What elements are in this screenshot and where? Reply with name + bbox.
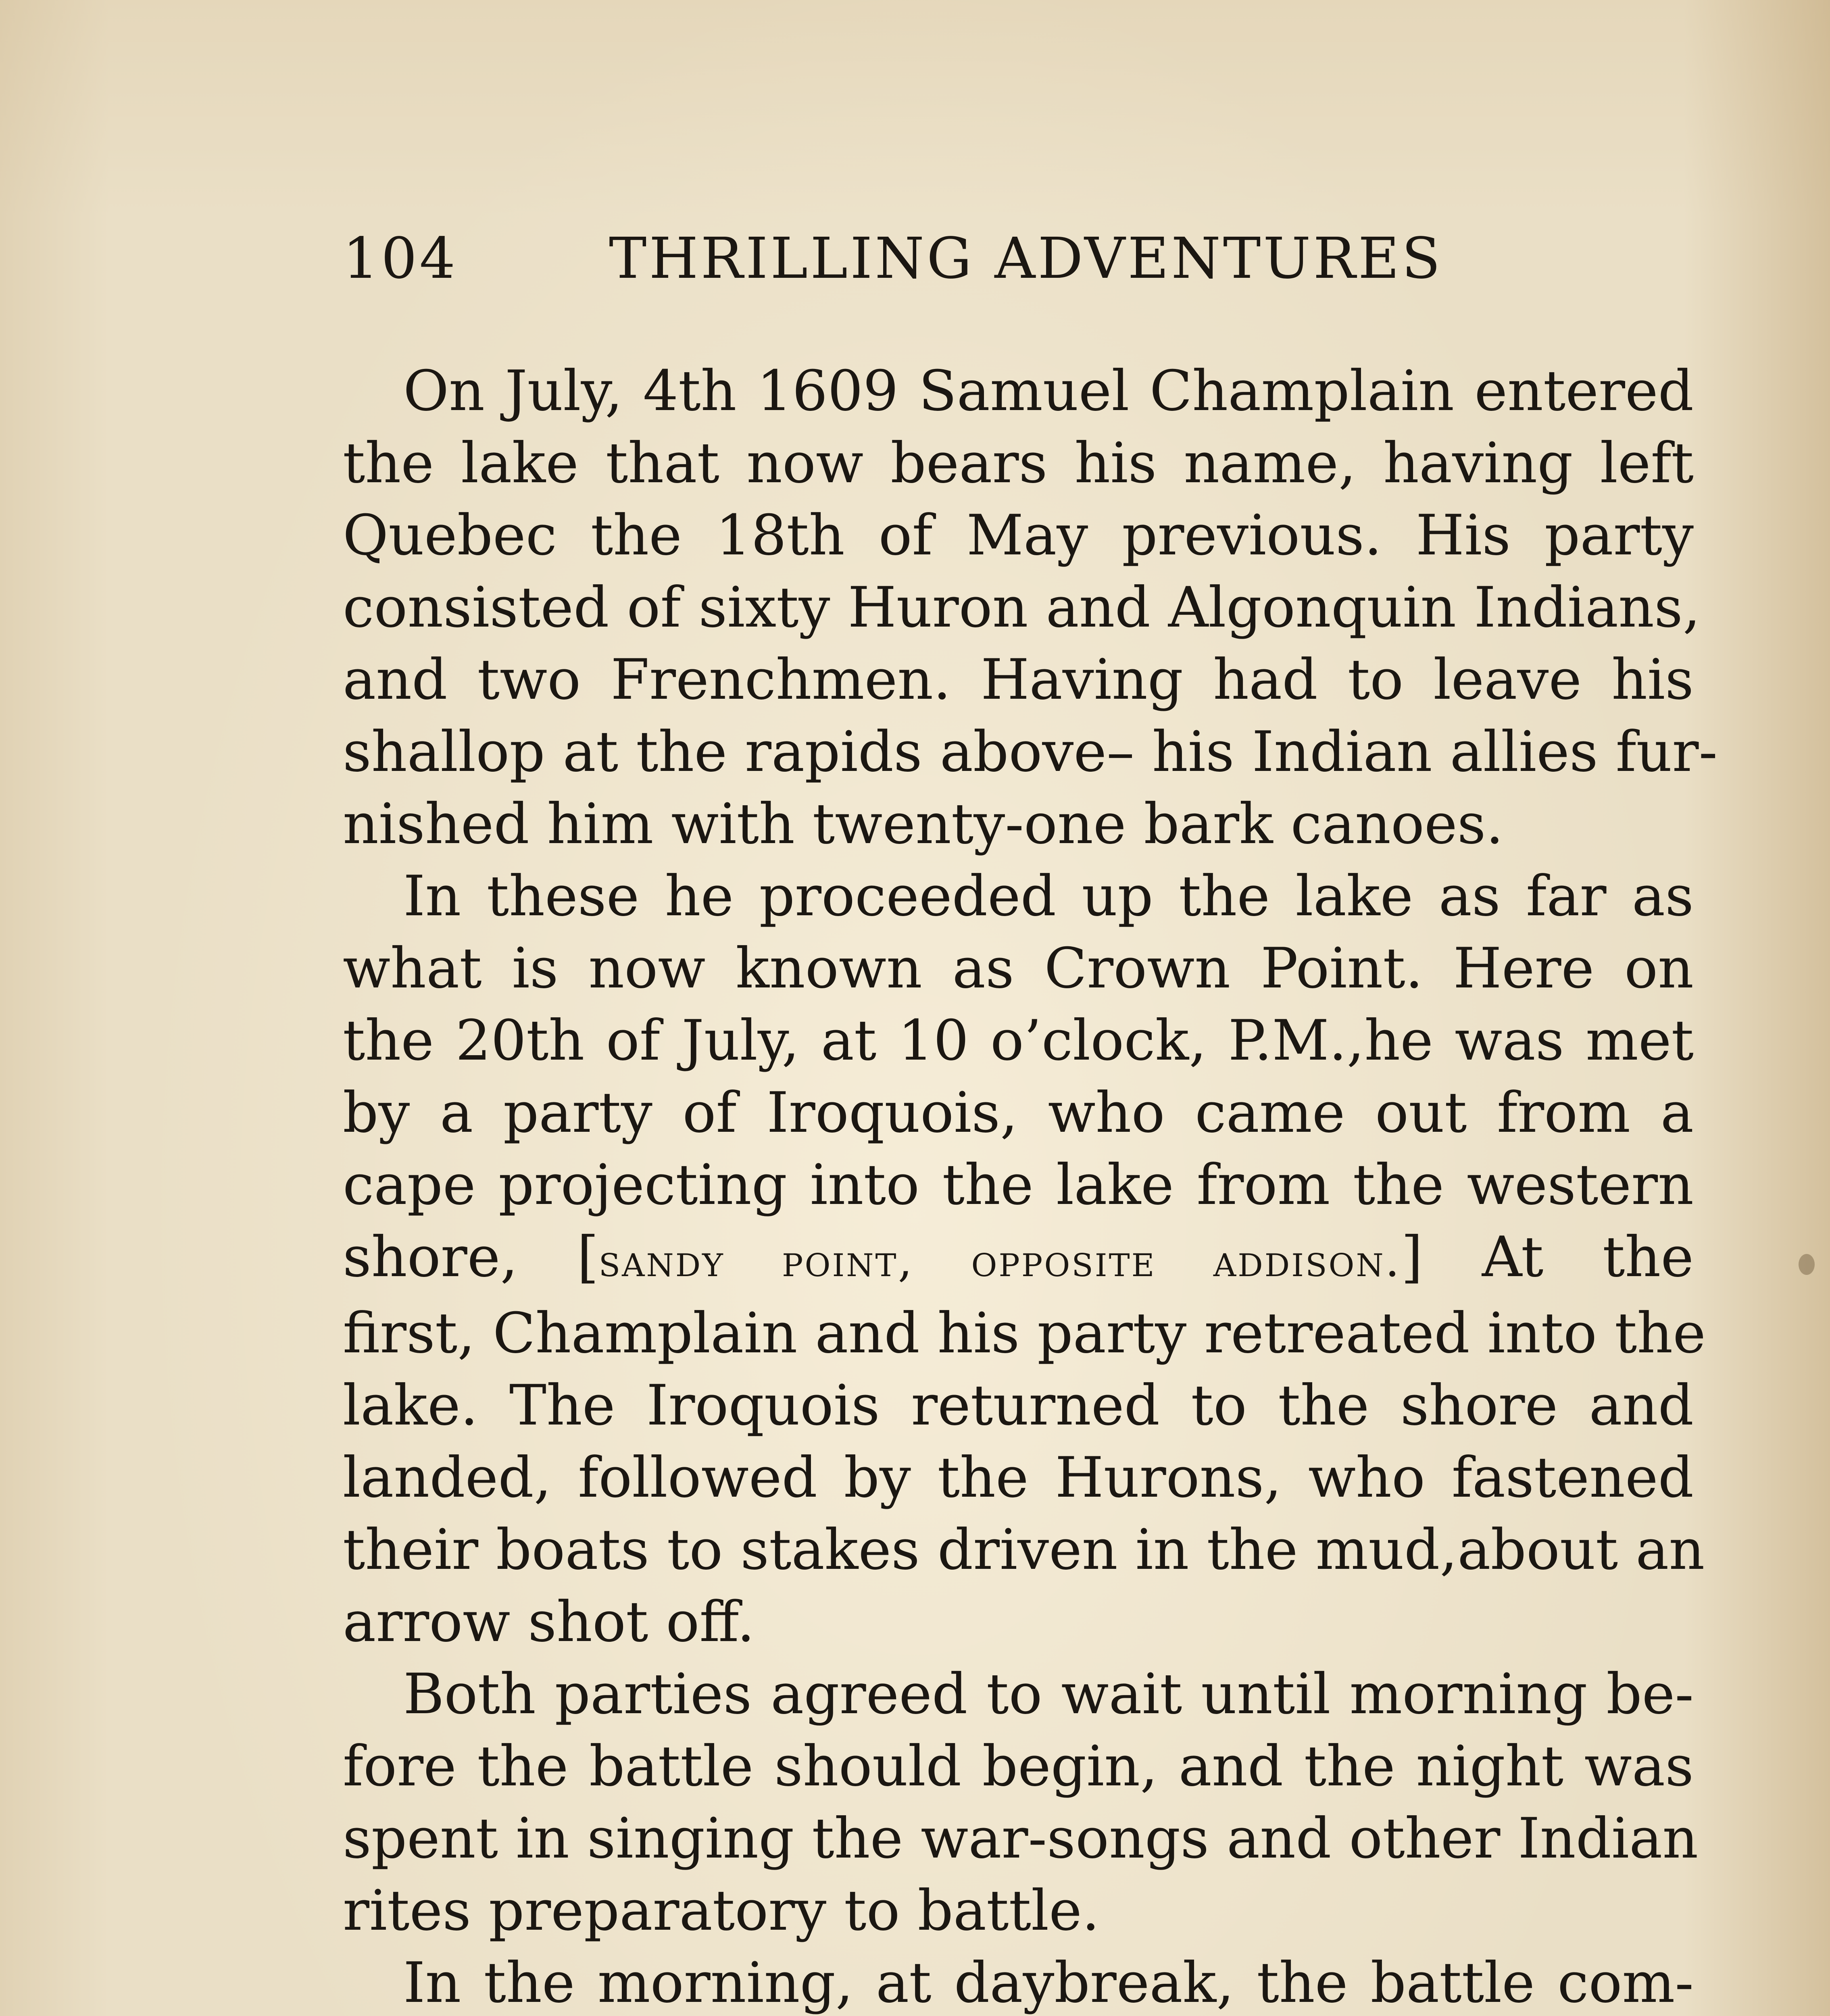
page-number: 104 [343, 226, 458, 292]
text-line-with-note [343, 1221, 1694, 1297]
text-line: arrow shot off. [343, 1589, 755, 1654]
text-line: what is now known as Crown Point. Here on [343, 936, 1694, 1001]
text-line: the lake that now bears his name, having left [343, 431, 1694, 496]
text-fragment: ] At the [1401, 1225, 1694, 1289]
text-line: by a party of Iroquois, who came out from a [343, 1080, 1694, 1145]
text-fragment: shore, [ [343, 1225, 599, 1289]
text-line: their boats to stakes driven in the mud,about an [343, 1517, 1705, 1582]
paragraph-2 [343, 860, 1706, 1658]
text-line: Quebec the 18th of May previous. His party [343, 503, 1694, 568]
text-line: the 20th of July, at 10 o’clock, P.M.,he was met [343, 1008, 1694, 1073]
place-note: sandy point, opposite addison. [598, 1235, 1401, 1287]
text-line: cape projecting into the lake from the western [343, 1152, 1694, 1217]
paragraph-1 [343, 355, 1718, 860]
text-line: In these he proceeded up the lake as far as [403, 864, 1694, 929]
paragraph-3 [343, 1658, 1699, 1947]
running-title: THRILLING ADVENTURES [609, 226, 1443, 292]
text-line: Both parties agreed to wait until morning be- [403, 1662, 1694, 1727]
text-line: spent in singing the war-songs and other Indian [343, 1806, 1699, 1871]
text-line: lake. The Iroquois returned to the shore and [343, 1373, 1694, 1438]
text-line: In the morning, at daybreak, the battle com- [403, 1950, 1694, 2015]
text-line: and two Frenchmen. Having had to leave his [343, 647, 1694, 712]
paragraph-4 [343, 1947, 1694, 2016]
text-line: consisted of sixty Huron and Algonquin Indians, [343, 575, 1701, 640]
text-line: nished him with twenty-one bark canoes. [343, 791, 1504, 856]
paper-speck [1799, 1254, 1815, 1275]
text-line: first, Champlain and his party retreated into the [343, 1301, 1706, 1366]
page-header [343, 226, 1512, 306]
text-line: On July, 4th 1609 Samuel Champlain entered [403, 358, 1694, 423]
text-line: landed, followed by the Hurons, who fastened [343, 1445, 1694, 1510]
text-line: rites preparatory to battle. [343, 1878, 1100, 1943]
text-line: shallop at the rapids above– his Indian allies fur- [343, 719, 1718, 784]
body-text [343, 355, 1718, 2016]
text-line: fore the battle should begin, and the night was [343, 1734, 1694, 1799]
